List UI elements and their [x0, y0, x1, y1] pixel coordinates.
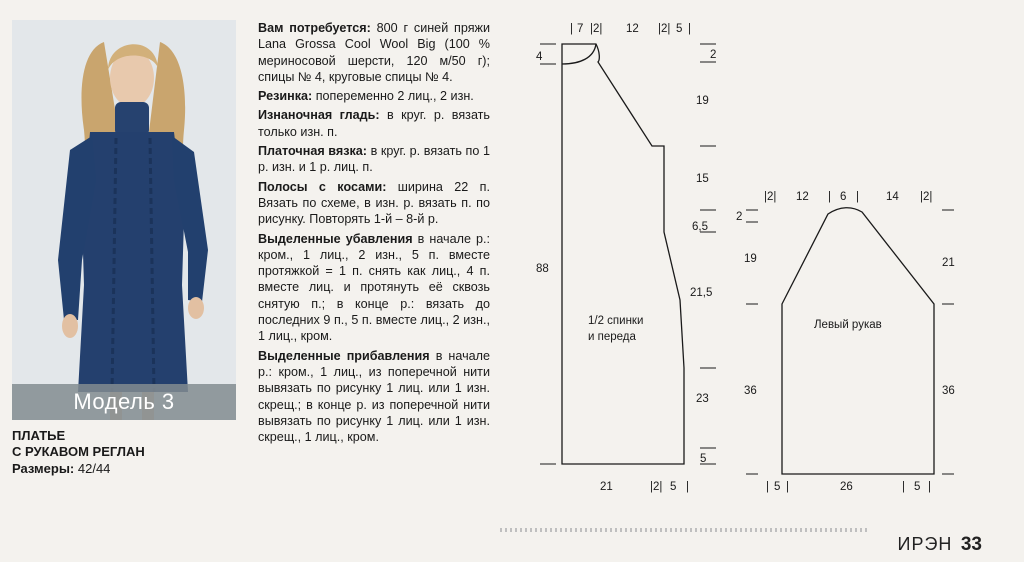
sleeve-dim-right-2: 36 — [942, 385, 955, 397]
body-dim-neck-right: 2 — [710, 49, 717, 61]
rib-text: попеременно 2 лиц., 2 изн. — [315, 89, 474, 104]
cable-text: ширина 22 п. Вязать по схеме, в изн. р. вязать п. по рисунку. Повторять 1-й – 8-й р. — [258, 179, 490, 227]
sleeve-dim-top-f: 14 — [886, 191, 899, 203]
sleeve-piece-label: Левый рукав — [814, 319, 882, 331]
sleeve-dim-left-small: 2 — [736, 211, 743, 223]
body-dim-top-b: |2| — [590, 23, 603, 35]
body-dim-right-1: 19 — [696, 95, 709, 107]
purl-text: в круг. р. вязать только изн. п. — [258, 108, 490, 139]
garter-text: в круг. р. вязать по 1 р. изн. и 1 р. лиц. п. — [258, 144, 490, 175]
body-dim-right-3: 6,5 — [692, 221, 708, 233]
magazine-brand: ИРЭН — [897, 534, 953, 554]
decrease-label: Выделенные убавления — [258, 231, 413, 246]
sleeve-dim-bottom-b: 5 — [774, 481, 781, 493]
body-dim-bottom-b: |2| — [650, 481, 663, 493]
footer-dotted-rule — [500, 528, 870, 532]
sleeve-dim-top-b: 12 — [796, 191, 809, 203]
materials-text: 800 г синей пряжи Lana Grossa Cool Wool Big (100 % мериносовой шерсти, 120 м/50 г); спицы № 4, круговые спицы № 4. — [258, 21, 491, 84]
sleeve-outline — [782, 208, 934, 474]
body-pattern-labels — [536, 23, 716, 493]
sleeve-dim-bottom-a: | — [766, 481, 769, 493]
body-dim-right-6: 5 — [700, 453, 707, 465]
sleeve-dim-left-2: 36 — [744, 385, 757, 397]
sleeve-dim-top-a: |2| — [764, 191, 777, 203]
sizes-value: 42/44 — [77, 461, 111, 476]
body-dim-top-c: 12 — [626, 23, 639, 35]
body-dim-bottom-c: 5 — [670, 481, 677, 493]
sleeve-dim-left-1: 19 — [744, 253, 757, 265]
sleeve-dim-bottom-d: 26 — [840, 481, 853, 493]
body-dim-top-tick: | — [570, 23, 573, 35]
sleeve-dim-top-d: 6 — [840, 191, 847, 203]
sizes-label: Размеры: — [12, 461, 75, 476]
sleeve-dim-bottom-f: 5 — [914, 481, 921, 493]
page-footer — [898, 534, 982, 556]
page-number: 33 — [960, 534, 982, 555]
body-dim-right-2: 15 — [696, 173, 709, 185]
body-dim-right-5: 23 — [696, 393, 709, 405]
increase-text: в начале р.: кром., 1 лиц., из поперечной нити вывязать по рисунку 1 лиц. или 1 изн. скрещ.; в конце р. из поперечной нити вывязать по рисунку 1 лиц. или 1 изн. скрещ., 1 лиц., кром. — [258, 348, 491, 445]
model-label: Модель 3 — [12, 384, 236, 420]
body-dim-bottom-d: | — [686, 481, 689, 493]
body-dim-bottom-a: 21 — [600, 481, 613, 493]
sleeve-pattern-diagram — [746, 208, 954, 474]
neckline-curve — [562, 44, 596, 64]
rib-label: Резинка: — [258, 89, 313, 104]
body-dim-top-e: 5 — [676, 23, 683, 35]
cable-label: Полосы с косами: — [258, 179, 387, 194]
body-dim-total-length: 88 — [536, 263, 549, 275]
body-dim-right-4: 21,5 — [690, 287, 713, 299]
sleeve-dim-top-e: | — [856, 191, 859, 203]
body-pattern-diagram — [540, 44, 716, 464]
sleeve-dim-top-c: | — [828, 191, 831, 203]
purl-label: Изнаночная гладь: — [258, 108, 380, 123]
body-dim-top-a: 7 — [577, 23, 584, 35]
sleeve-pattern-labels — [736, 191, 955, 493]
increase-label: Выделенные прибавления — [258, 348, 430, 363]
body-piece-label-2: и переда — [588, 331, 636, 343]
materials-label: Вам потребуется: — [258, 21, 371, 35]
sleeve-dim-right-1: 21 — [942, 257, 955, 269]
sleeve-dim-bottom-e: | — [902, 481, 905, 493]
body-dim-neck-left: 4 — [536, 51, 543, 63]
sleeve-dim-bottom-c: | — [786, 481, 789, 493]
pattern-title-line-2: С РУКАВОМ РЕГЛАН — [12, 444, 145, 459]
pattern-title-line-1: ПЛАТЬЕ — [12, 428, 66, 443]
body-dim-top-end: | — [688, 23, 691, 35]
decrease-text: в начале р.: кром., 1 лиц., 2 изн., 5 п. вместе протяжкой = 1 п. снять как лиц., 4 п. вместе лиц. и протянуть её сквозь снятую п.; в конце р.: вязать до последних 9 п., 5 п. вместе лиц., 2 изн., 1 лиц., кром. — [258, 231, 491, 344]
body-dim-top-d: |2| — [658, 23, 671, 35]
body-piece-label-1: 1/2 спинки — [588, 315, 644, 327]
sleeve-dim-top-g: |2| — [920, 191, 933, 203]
body-outline — [562, 44, 684, 464]
sleeve-dim-bottom-g: | — [928, 481, 931, 493]
garter-label: Платочная вязка: — [258, 144, 367, 159]
